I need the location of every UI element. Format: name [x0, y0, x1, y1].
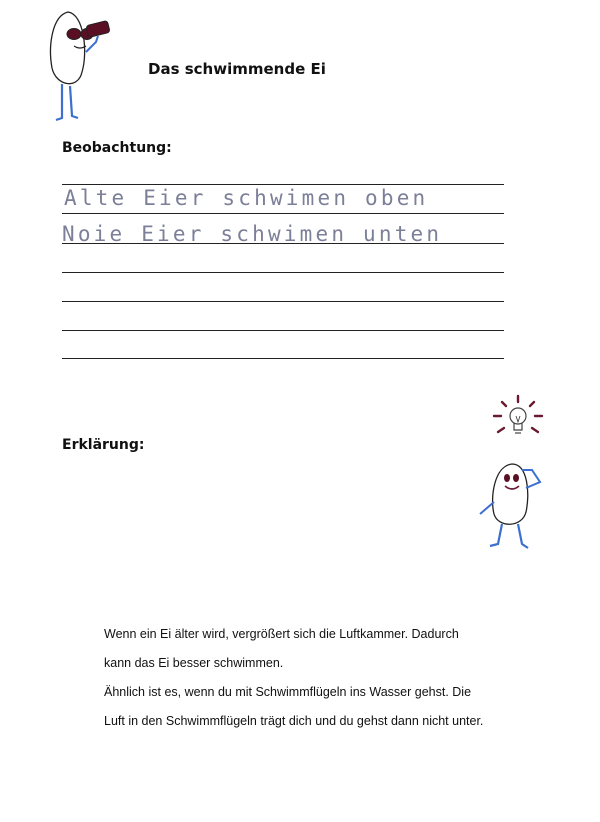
writing-line — [62, 184, 504, 185]
explanation-line: Ähnlich ist es, wenn du mit Schwimmflügeln ins Wasser gehst. Die — [104, 685, 472, 699]
writing-line — [62, 358, 504, 359]
writing-line — [62, 330, 504, 331]
writing-line — [62, 272, 504, 273]
explanation-heading: Erklärung: — [62, 437, 145, 453]
handwritten-observation-line: Noie Eier schwimen unten — [62, 222, 443, 246]
explanation-text — [104, 620, 574, 736]
explanation-line: kann das Ei besser schwimmen. — [104, 656, 284, 670]
explanation-line: Wenn ein Ei älter wird, vergrößert sich die Luftkammer. Dadurch — [104, 627, 459, 641]
lightbulb-idea-icon — [488, 392, 548, 452]
writing-line — [62, 301, 504, 302]
thinking-egg-icon — [470, 458, 560, 558]
handwritten-observation-line: Alte Eier schwimen oben — [64, 186, 429, 210]
writing-line — [62, 213, 504, 214]
egg-with-binoculars-icon — [44, 6, 124, 126]
worksheet-title: Das schwimmende Ei — [148, 60, 326, 78]
explanation-line: Luft in den Schwimmflügeln trägt dich und du gehst dann nicht unter. — [104, 714, 484, 728]
observation-heading: Beobachtung: — [62, 140, 172, 156]
